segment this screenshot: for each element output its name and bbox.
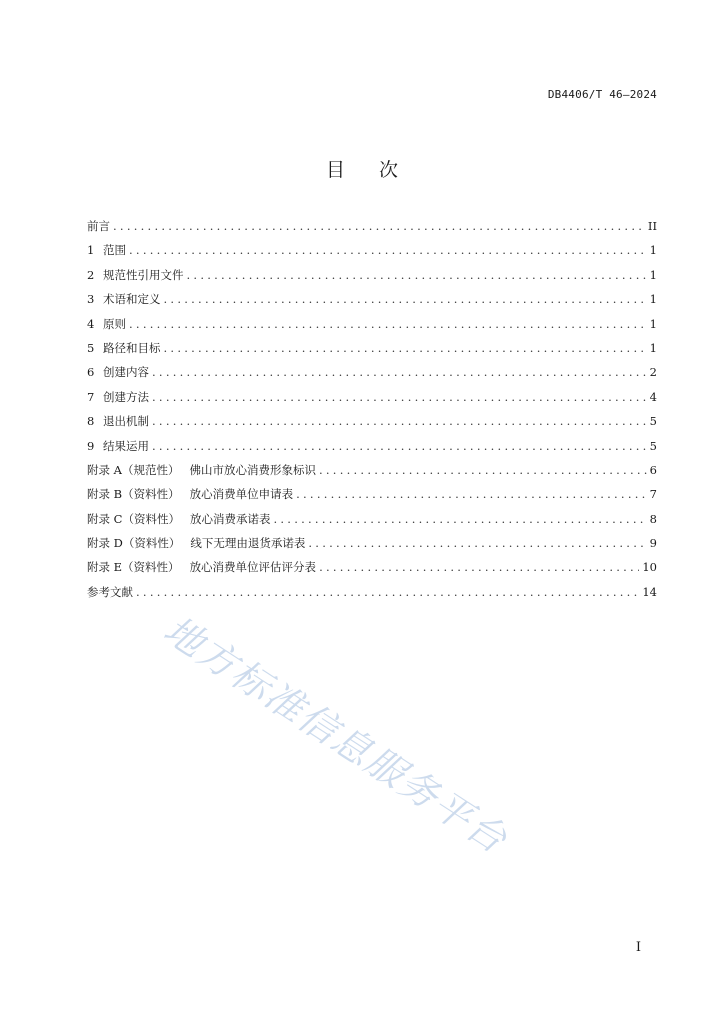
toc-appendix-label: 附录 E（资料性） xyxy=(87,560,180,575)
toc-entry-title: 放心消费单位评估评分表 xyxy=(189,560,317,575)
toc-entry[interactable] xyxy=(87,511,657,535)
toc-leader-dots xyxy=(187,268,647,282)
watermark: 地方标准信息服务平台 xyxy=(156,607,516,863)
toc-entry-number: 2 xyxy=(87,267,95,282)
toc-entry[interactable] xyxy=(87,218,657,242)
toc-entry-title: 线下无理由退货承诺表 xyxy=(190,536,306,551)
toc-entry-page: 5 xyxy=(649,438,657,453)
toc-appendix-label: 附录 A（规范性） xyxy=(87,462,180,477)
toc-leader-dots xyxy=(136,585,639,599)
document-code: DB4406/T 46—2024 xyxy=(547,88,657,101)
toc-entry[interactable] xyxy=(87,364,657,388)
toc-entry-page: 1 xyxy=(649,292,657,307)
toc-title-right: 次 xyxy=(379,159,399,181)
toc-entry-title: 放心消费单位申请表 xyxy=(189,487,294,502)
toc-entry[interactable] xyxy=(87,316,657,340)
toc-title xyxy=(0,155,724,182)
toc-leader-dots xyxy=(296,487,647,501)
toc-entry-page: II xyxy=(647,219,657,233)
toc-appendix-label: 附录 B（资料性） xyxy=(87,487,180,502)
toc-entry-number: 4 xyxy=(87,316,95,331)
toc-entry-title: 放心消费承诺表 xyxy=(189,511,271,526)
toc-leader-dots xyxy=(164,341,647,355)
toc-leader-dots xyxy=(129,243,647,257)
toc-entry-page: 9 xyxy=(649,536,657,551)
toc-entry-title: 前言 xyxy=(87,219,110,233)
toc-entry-page: 5 xyxy=(649,414,657,429)
toc-leader-dots xyxy=(308,536,646,550)
toc-entry[interactable] xyxy=(87,462,657,486)
toc-entry-number: 3 xyxy=(87,292,95,307)
toc-entry-page: 14 xyxy=(642,584,657,599)
toc-entry-number: 9 xyxy=(87,438,95,453)
toc-entry-title: 规范性引用文件 xyxy=(103,267,184,282)
toc-entry[interactable] xyxy=(87,486,657,510)
toc-entry[interactable] xyxy=(87,535,657,559)
toc-entry-page: 2 xyxy=(649,365,657,380)
toc-leader-dots xyxy=(113,219,645,233)
toc-entry-page: 10 xyxy=(642,560,657,575)
toc-leader-dots xyxy=(164,292,647,306)
toc-leader-dots xyxy=(152,439,647,453)
toc-entry-page: 6 xyxy=(649,462,657,477)
toc-leader-dots xyxy=(129,317,647,331)
toc-entry-number: 5 xyxy=(87,340,95,355)
toc-leader-dots xyxy=(273,512,646,526)
toc-leader-dots xyxy=(319,560,639,574)
toc-entry-page: 7 xyxy=(649,487,657,502)
toc-entry-title: 范围 xyxy=(103,243,126,258)
toc-entry[interactable] xyxy=(87,267,657,291)
toc-appendix-label: 附录 C（资料性） xyxy=(87,511,180,526)
toc-leader-dots xyxy=(152,390,647,404)
toc-entry-number: 6 xyxy=(87,365,95,380)
toc-appendix-label: 附录 D（资料性） xyxy=(87,536,181,551)
toc-entry-title: 佛山市放心消费形象标识 xyxy=(189,462,316,477)
toc-entry-page: 1 xyxy=(649,267,657,282)
toc-entry-page: 1 xyxy=(649,316,657,331)
toc-entry-page: 1 xyxy=(649,243,657,258)
toc-entry-title: 参考文献 xyxy=(87,584,133,599)
toc-entry-page: 1 xyxy=(649,340,657,355)
toc-entry[interactable] xyxy=(87,389,657,413)
toc-entry-title: 创建方法 xyxy=(103,389,149,404)
toc-entry[interactable] xyxy=(87,584,657,608)
toc-entry[interactable] xyxy=(87,242,657,266)
toc-entry-title: 术语和定义 xyxy=(103,292,161,307)
toc-leader-dots xyxy=(319,463,647,477)
toc-entry-title: 原则 xyxy=(103,316,126,331)
page-number: I xyxy=(635,940,641,955)
toc-entry[interactable] xyxy=(87,340,657,364)
toc-entry[interactable] xyxy=(87,413,657,437)
toc-leader-dots xyxy=(152,365,647,379)
toc-entry-title: 创建内容 xyxy=(103,365,149,380)
toc-entry-title: 路径和目标 xyxy=(103,340,161,355)
toc-entry-page: 4 xyxy=(649,389,657,404)
toc-list xyxy=(87,218,657,608)
toc-entry-number: 7 xyxy=(87,389,95,404)
toc-entry-number: 8 xyxy=(87,414,95,429)
toc-entry-number: 1 xyxy=(87,243,95,258)
toc-entry[interactable] xyxy=(87,291,657,315)
toc-entry-title: 退出机制 xyxy=(103,414,149,429)
toc-title-left: 目 xyxy=(325,159,345,181)
toc-entry-page: 8 xyxy=(649,511,657,526)
toc-entry[interactable] xyxy=(87,559,657,583)
toc-entry[interactable] xyxy=(87,438,657,462)
toc-entry-title: 结果运用 xyxy=(103,438,149,453)
toc-leader-dots xyxy=(152,414,647,428)
